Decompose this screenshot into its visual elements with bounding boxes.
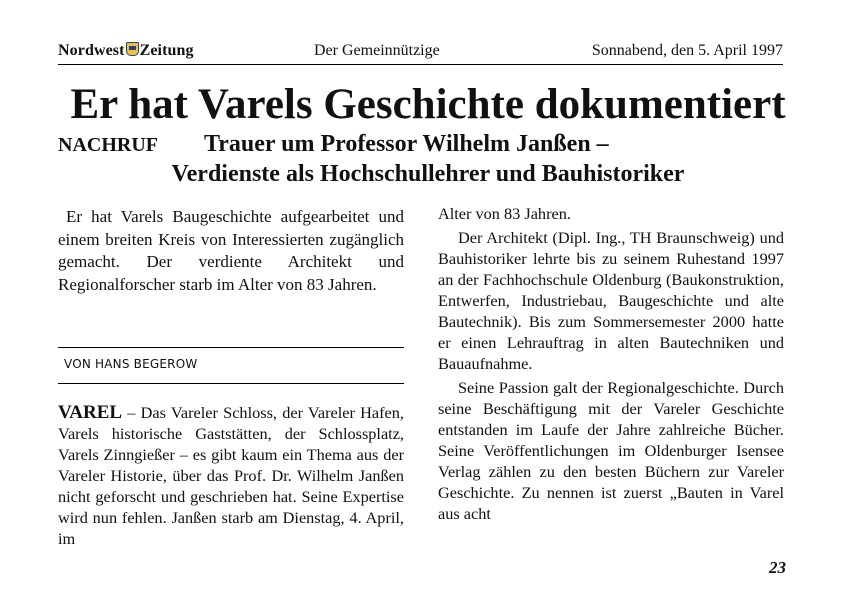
- body-column-right: [438, 203, 784, 524]
- body-text-left: – Das Vareler Schloss, der Vareler Hafen, Varels historische Gaststätten, der Schlossplatz, Varels Zinngießer – es gibt kaum ein Thema aus der Vareler Historie, über das Prof. Dr. Wilhelm Janßen nicht geforscht und geschrieben hat. Seine Expertise wird nun fehlen. Janßen starb am Dienstag, 4. April, im: [58, 403, 404, 548]
- article-lede: Er hat Varels Baugeschichte aufgearbeitet und einem breiten Kreis von Interessierten zugänglich gemacht. Der verdiente Architekt und Regionalforscher starb im Alter von 83 Jahren.: [58, 207, 404, 294]
- lede-column: [58, 206, 404, 296]
- body-column-left: [58, 402, 404, 549]
- body-paragraph-2: Der Architekt (Dipl. Ing., TH Braunschweig) und Bauhistoriker lehrte bis zu seinem Ruhestand 1997 an der Fachhochschule Oldenburg (Baukonstruktion, Entwerfen, Industriebau, Baugeschichte und alte Bautechnik). Bis zum Sommersemester 2000 hatte er einen Lehrauftrag in alten Bautechniken und Bauaufnahme.: [438, 228, 784, 373]
- article-headline: Er hat Varels Geschichte dokumentiert: [70, 81, 786, 128]
- coat-of-arms-icon: [126, 42, 139, 56]
- body-paragraph-3: Seine Passion galt der Regionalgeschichte. Durch seine Beschäftigung mit der Vareler Geschichte entstanden im Laufe der Jahre zahlreiche Bücher. Seine Veröffentlichungen im Oldenburger Isensee Verlag zählen zu den besten Büchern zur Vareler Geschichte. Zu nennen ist zuerst „Bauten in Varel aus acht: [438, 378, 784, 523]
- article-subheadline-2: Verdienste als Hochschullehrer und Bauhistoriker: [171, 161, 685, 187]
- article-kicker: NACHRUF: [58, 134, 158, 156]
- brand-name-left: Nordwest: [58, 42, 125, 59]
- issue-date: Sonnabend, den 5. April 1997: [591, 42, 783, 59]
- author-byline: VON HANS BEGEROW: [64, 357, 198, 371]
- byline-box: [58, 347, 404, 384]
- body-paragraph: [58, 402, 404, 549]
- article-subheadline-1: Trauer um Professor Wilhelm Janßen –: [204, 131, 609, 157]
- section-name: Der Gemeinnützige: [314, 42, 440, 59]
- newspaper-brand: [58, 42, 194, 60]
- dateline: VAREL: [58, 402, 123, 423]
- brand-name-right: Zeitung: [139, 42, 194, 59]
- body-paragraph-1: Alter von 83 Jahren.: [438, 204, 571, 223]
- newspaper-header: [58, 42, 783, 65]
- page-number: 23: [769, 558, 786, 577]
